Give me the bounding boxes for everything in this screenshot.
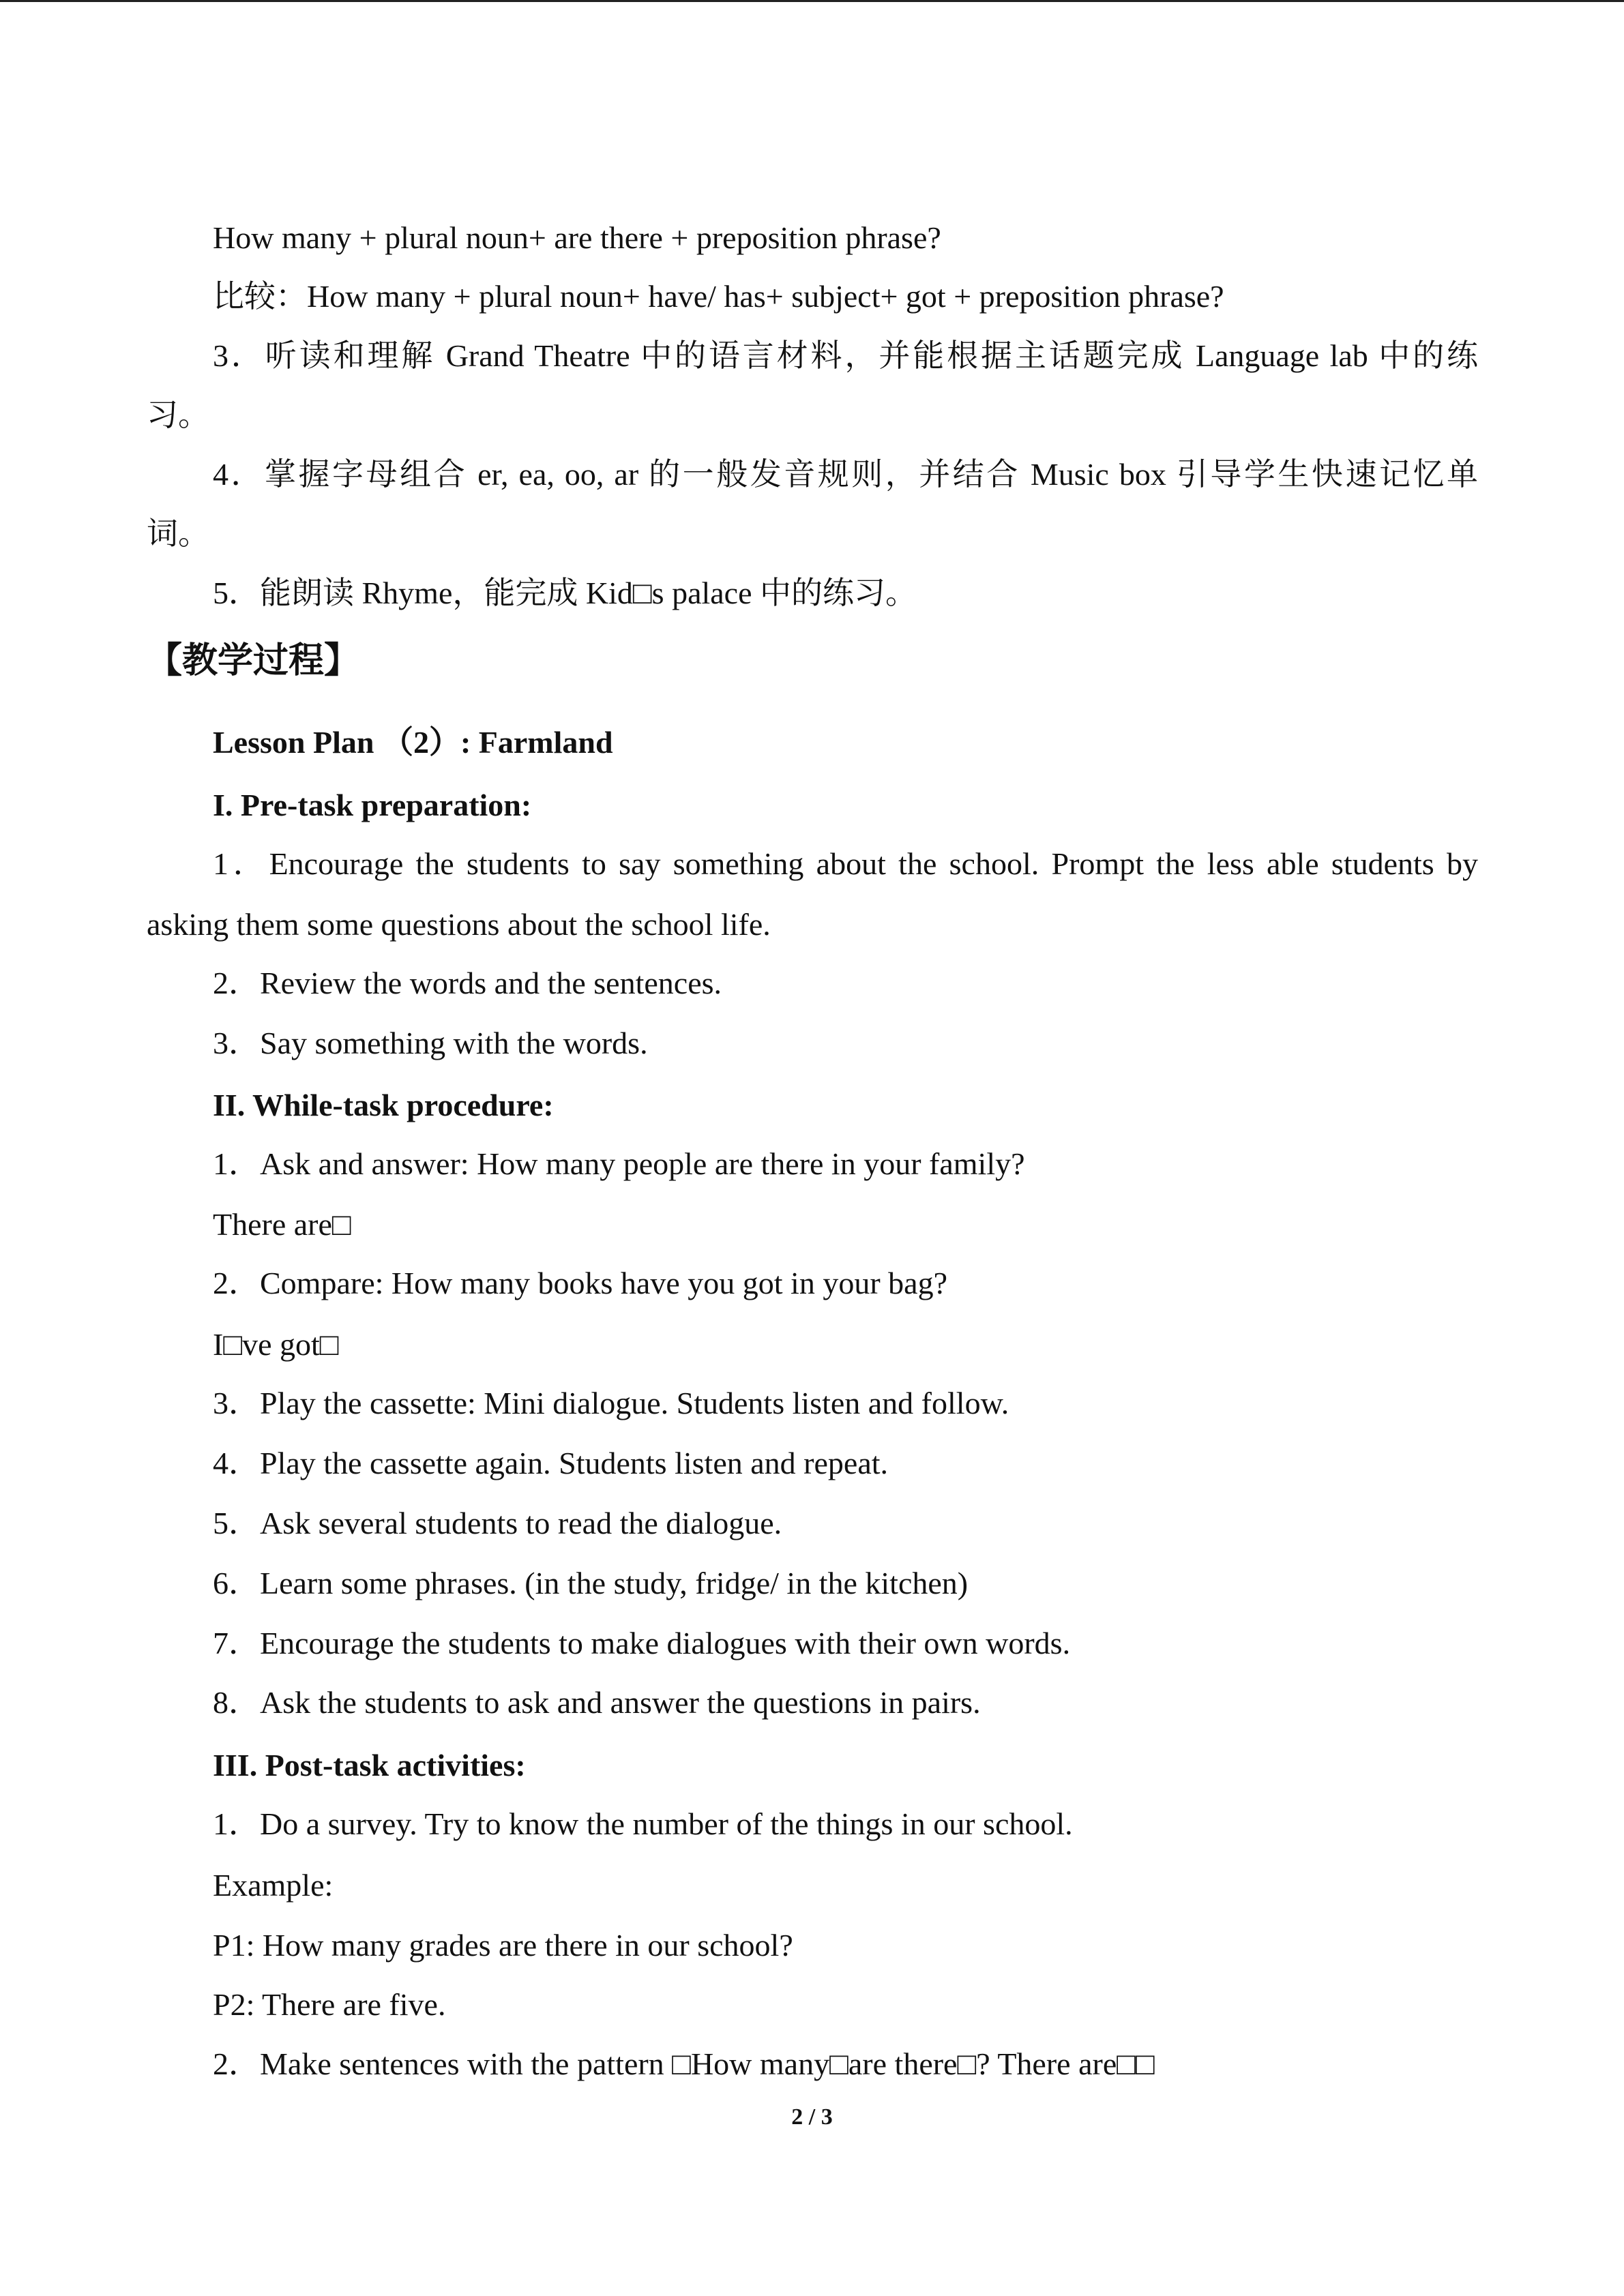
while-task-item-1: 1．Ask and answer: How many people are there in your family? bbox=[213, 1146, 1025, 1181]
objective-item-4-line-1: 4．掌握字母组合 er, ea, oo, ar 的一般发音规则，并结合 Music box 引导学生快速记忆单 bbox=[213, 457, 1478, 492]
page-number: 2 / 3 bbox=[791, 2104, 833, 2130]
post-task-example-p1: P1: How many grades are there in our school? bbox=[213, 1928, 793, 1963]
while-task-item-7: 7．Encourage the students to make dialogues with their own words. bbox=[213, 1626, 1071, 1660]
objective-item-3-line-1: 3．听读和理解 Grand Theatre 中的语言材料，并能根据主话题完成 Language lab 中的练 bbox=[213, 338, 1478, 373]
while-task-item-8: 8．Ask the students to ask and answer the questions in pairs. bbox=[213, 1685, 981, 1720]
while-task-heading: II. While-task procedure: bbox=[213, 1088, 554, 1122]
post-task-heading: III. Post-task activities: bbox=[213, 1748, 526, 1783]
while-task-item-2-answer: I□ve got□ bbox=[213, 1327, 339, 1362]
section-heading-teaching-process: 【教学过程】 bbox=[147, 640, 360, 681]
objective-item-3-line-2: 习。 bbox=[147, 398, 209, 432]
post-task-example-p2: P2: There are five. bbox=[213, 1987, 446, 2022]
post-task-item-2: 2．Make sentences with the pattern □How many□are there□? There are□□ bbox=[213, 2046, 1155, 2081]
objective-pattern-1: How many + plural noun+ are there + preposition phrase? bbox=[213, 220, 941, 255]
while-task-item-2: 2．Compare: How many books have you got in your bag? bbox=[213, 1266, 947, 1300]
pre-task-item-1-line-2: asking them some questions about the school life. bbox=[147, 907, 771, 942]
pre-task-item-3: 3．Say something with the words. bbox=[213, 1026, 648, 1060]
while-task-item-5: 5．Ask several students to read the dialogue. bbox=[213, 1506, 782, 1540]
post-task-example-label: Example: bbox=[213, 1868, 334, 1903]
page-top-border bbox=[0, 0, 1624, 2]
pre-task-item-2: 2．Review the words and the sentences. bbox=[213, 966, 722, 1000]
while-task-item-6: 6．Learn some phrases. (in the study, fridge/ in the kitchen) bbox=[213, 1566, 969, 1600]
while-task-item-1-answer: There are□ bbox=[213, 1207, 351, 1242]
while-task-item-3: 3．Play the cassette: Mini dialogue. Students listen and follow. bbox=[213, 1386, 1009, 1420]
pre-task-item-1-line-1: 1．Encourage the students to say something about the school. Prompt the less able students by bbox=[213, 846, 1478, 881]
objective-pattern-2: 比较：How many + plural noun+ have/ has+ subject+ got + preposition phrase? bbox=[213, 279, 1224, 314]
lesson-plan-title: Lesson Plan （2）: Farmland bbox=[213, 725, 613, 760]
post-task-item-1: 1．Do a survey. Try to know the number of the things in our school. bbox=[213, 1806, 1073, 1841]
pre-task-heading: I. Pre-task preparation: bbox=[213, 788, 532, 822]
objective-item-4-line-2: 词。 bbox=[147, 516, 209, 551]
while-task-item-4: 4．Play the cassette again. Students listen and repeat. bbox=[213, 1446, 889, 1480]
objective-item-5: 5．能朗读 Rhyme，能完成 Kid□s palace 中的练习。 bbox=[213, 576, 917, 610]
